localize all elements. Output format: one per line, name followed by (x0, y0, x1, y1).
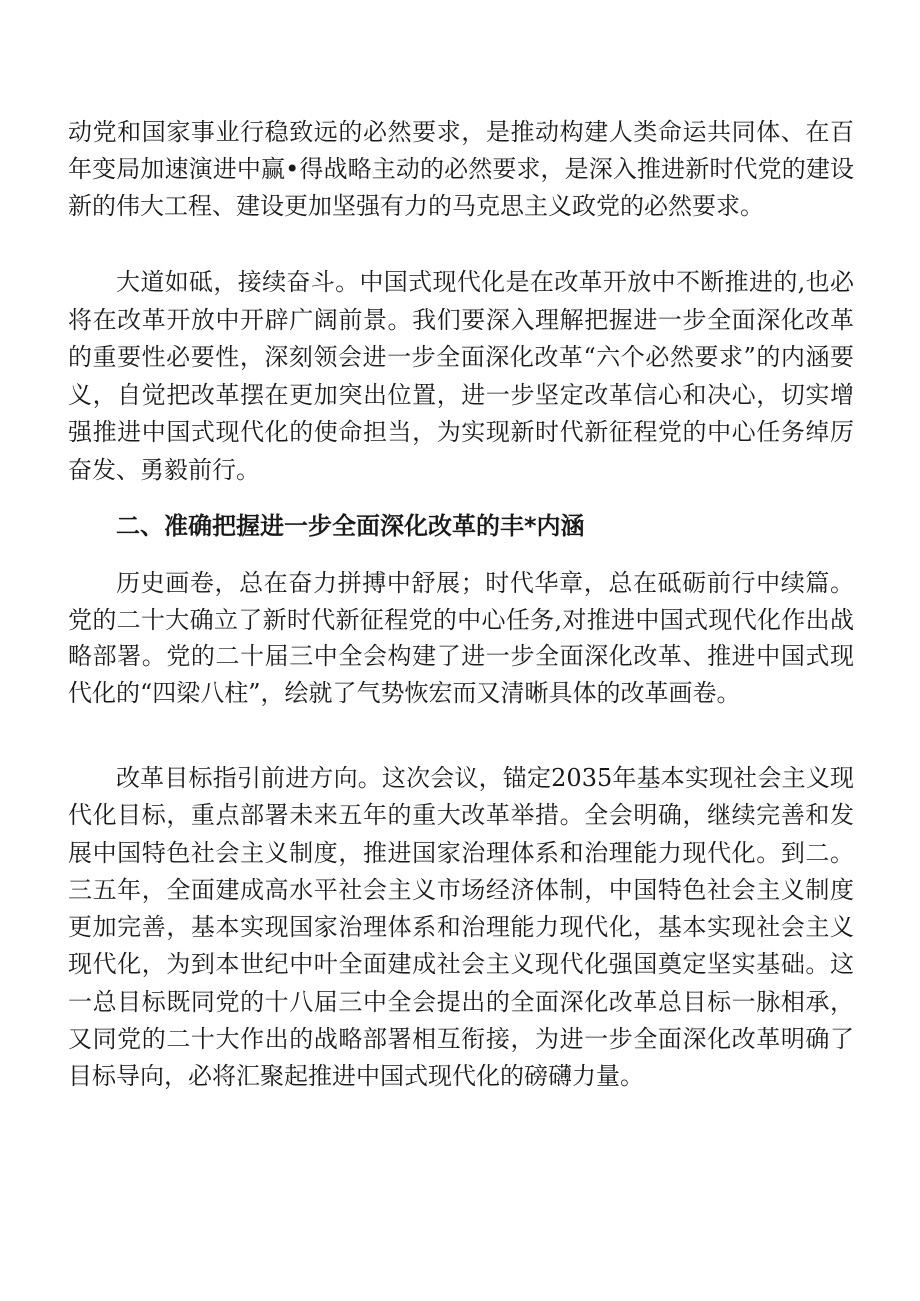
section-heading: 二、准确把握进一步全面深化改革的丰*内涵 (116, 512, 585, 540)
body-paragraph-1: 动党和国家事业行稳致远的必然要求，是推动构建人类命运共同体、在百年变局加速演进中赢•得战略主动的必然要求，是深入推进新时代党的建设新的伟大工程、建设更加坚强有力的马克思主义政党的必然要求。 (68, 118, 854, 220)
body-paragraph-2: 大道如砥，接续奋斗。中国式现代化是在改革开放中不断推进的,也必将在改革开放中开辟广阔前景。我们要深入理解把握进一步全面深化改革的重要性必要性，深刻领会进一步全面深化改革“六个必然要求”的内涵要义，自觉把改革摆在更加突出位置，进一步坚定改革信心和决心，切实增强推进中国式现代化的使命担当，为实现新时代新征程党的中心任务绰厉奋发、勇毅前行。 (68, 268, 854, 484)
body-paragraph-4: 改革目标指引前进方向。这次会议，锚定2035年基本实现社会主义现代化目标，重点部署未来五年的重大改革举措。全会明确，继续完善和发展中国特色社会主义制度，推进国家治理体系和治理能力现代化。到二。三五年，全面建成高水平社会主义市场经济体制，中国特色社会主义制度更加完善，基本实现国家治理体系和治理能力现代化，基本实现社会主义现代化，为到本世纪中叶全面建成社会主义现代化强国奠定坚实基础。这一总目标既同党的十八届三中全会提出的全面深化改革总目标一脉相承，又同党的二十大作出的战略部署相互衔接，为进一步全面深化改革明确了目标导向，必将汇聚起推进中国式现代化的磅礴力量。 (68, 764, 854, 1091)
body-paragraph-3: 历史画卷，总在奋力拼搏中舒展；时代华章，总在砥砺前行中续篇。党的二十大确立了新时代新征程党的中心任务,对推进中国式现代化作出战略部署。党的二十届三中全会构建了进一步全面深化改革、推进中国式现代化的“四梁八柱”，绘就了气势恢宏而又清晰具体的改革画卷。 (68, 569, 854, 707)
